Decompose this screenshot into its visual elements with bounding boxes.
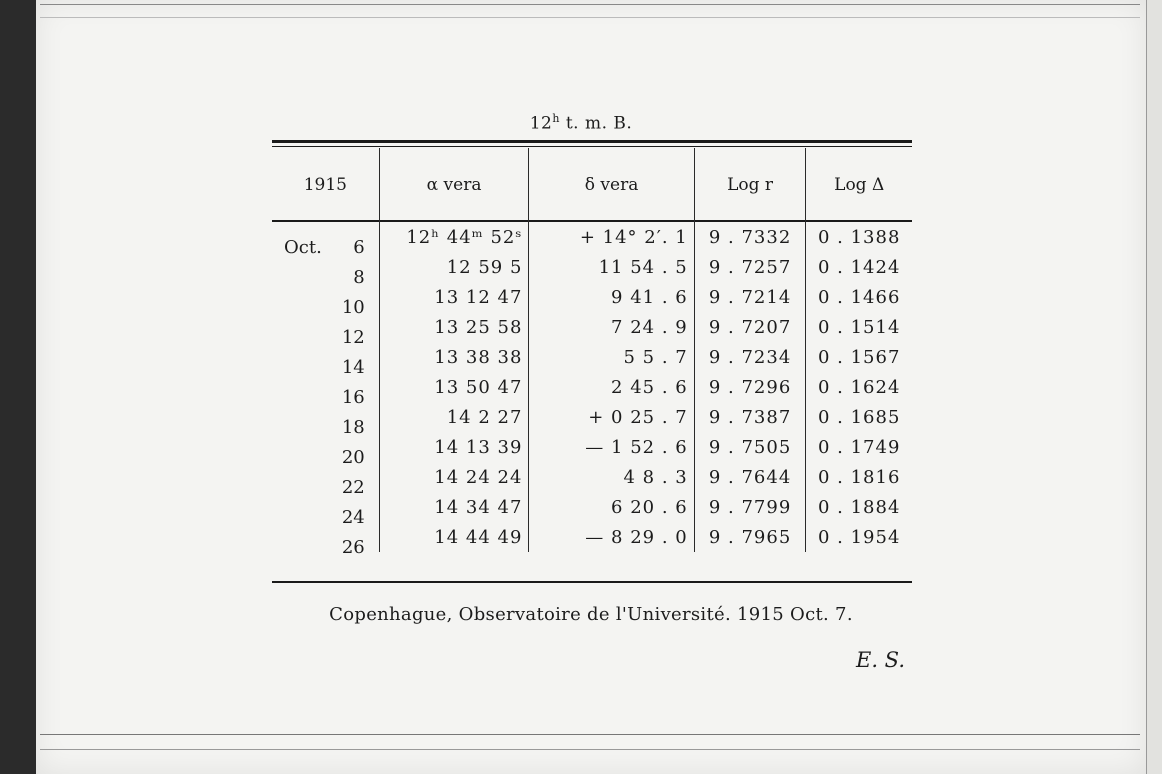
table-row <box>272 252 912 282</box>
day-label: 26 <box>341 537 365 558</box>
top-rule-thick <box>272 140 912 143</box>
log-delta-cell: 0 . 1884 <box>806 492 912 522</box>
ra-cell: 12 59 5 <box>379 252 529 282</box>
table-row <box>272 462 912 492</box>
ephemeris-table <box>272 148 912 558</box>
dec-cell: 11 54 . 5 <box>529 252 694 282</box>
dec-cell: 4 8 . 3 <box>529 462 694 492</box>
log-delta-cell: 0 . 1749 <box>806 432 912 462</box>
date-cell <box>272 342 379 378</box>
dec-cell: 5 5 . 7 <box>529 342 694 372</box>
page-bottom-edge <box>40 734 1140 750</box>
table-row <box>272 312 912 342</box>
log-delta-cell: 0 . 1567 <box>806 342 912 372</box>
top-rule-thin <box>272 146 912 147</box>
log-r-cell: 9 . 7296 <box>694 372 806 402</box>
ra-cell: 12ʰ 44ᵐ 52ˢ <box>379 222 529 252</box>
day-label: 18 <box>341 417 365 438</box>
dec-cell: 2 45 . 6 <box>529 372 694 402</box>
dec-cell: — 8 29 . 0 <box>529 522 694 552</box>
log-delta-cell: 0 . 1954 <box>806 522 912 552</box>
log-r-cell: 9 . 7257 <box>694 252 806 282</box>
date-cell <box>272 222 379 258</box>
header-log-delta: Log Δ <box>806 148 912 222</box>
dec-cell: + 0 25 . 7 <box>529 402 694 432</box>
caption-main: 12 <box>529 113 553 134</box>
ra-cell: 14 24 24 <box>379 462 529 492</box>
log-delta-cell: 0 . 1816 <box>806 462 912 492</box>
log-r-cell: 9 . 7505 <box>694 432 806 462</box>
log-r-cell: 9 . 7332 <box>694 222 806 252</box>
header-log-r: Log r <box>694 148 806 222</box>
log-delta-cell: 0 . 1388 <box>806 222 912 252</box>
table-row <box>272 222 912 252</box>
bottom-rule <box>272 581 912 583</box>
table-row <box>272 402 912 432</box>
date-cell <box>272 492 379 528</box>
dec-cell: 9 41 . 6 <box>529 282 694 312</box>
day-label: 16 <box>341 387 365 408</box>
dec-cell: + 14° 2′. 1 <box>529 222 694 252</box>
day-label: 20 <box>341 447 365 468</box>
table-body <box>272 222 912 558</box>
day-label: 10 <box>341 297 365 318</box>
table-caption <box>0 112 1162 134</box>
ra-cell: 13 25 58 <box>379 312 529 342</box>
table-row <box>272 282 912 312</box>
date-cell <box>272 402 379 438</box>
table-row <box>272 522 912 552</box>
log-r-cell: 9 . 7387 <box>694 402 806 432</box>
day-label: 14 <box>341 357 365 378</box>
log-delta-cell: 0 . 1624 <box>806 372 912 402</box>
log-delta-cell: 0 . 1466 <box>806 282 912 312</box>
date-cell <box>272 252 379 288</box>
log-r-cell: 9 . 7799 <box>694 492 806 522</box>
day-label: 6 <box>353 237 365 258</box>
header-dec: δ vera <box>529 148 694 222</box>
footer-note: Copenhague, Observatoire de l'Université. 1915 Oct. 7. <box>329 604 853 625</box>
dec-cell: 6 20 . 6 <box>529 492 694 522</box>
date-cell <box>272 372 379 408</box>
signature: E. S. <box>856 648 905 672</box>
header-year: 1915 <box>303 175 347 195</box>
day-label: 22 <box>341 477 365 498</box>
header-row <box>272 148 912 222</box>
log-r-cell: 9 . 7207 <box>694 312 806 342</box>
table-row <box>272 342 912 372</box>
date-cell <box>272 312 379 348</box>
ra-cell: 13 50 47 <box>379 372 529 402</box>
page-top-edge <box>40 4 1140 18</box>
dec-cell: — 1 52 . 6 <box>529 432 694 462</box>
date-cell <box>272 432 379 468</box>
log-r-cell: 9 . 7214 <box>694 282 806 312</box>
ra-cell: 13 12 47 <box>379 282 529 312</box>
ra-cell: 14 2 27 <box>379 402 529 432</box>
date-cell <box>272 462 379 498</box>
log-r-cell: 9 . 7965 <box>694 522 806 552</box>
log-delta-cell: 0 . 1514 <box>806 312 912 342</box>
log-r-cell: 9 . 7644 <box>694 462 806 492</box>
month-label: Oct. <box>284 237 322 258</box>
ra-cell: 14 44 49 <box>379 522 529 552</box>
table-row <box>272 432 912 462</box>
date-cell <box>272 282 379 318</box>
ra-cell: 14 34 47 <box>379 492 529 522</box>
header-ra: α vera <box>379 148 529 222</box>
day-label: 12 <box>341 327 365 348</box>
table-row <box>272 492 912 522</box>
log-delta-cell: 0 . 1424 <box>806 252 912 282</box>
ra-cell: 14 13 39 <box>379 432 529 462</box>
table-row <box>272 372 912 402</box>
caption-sup: h <box>552 112 560 125</box>
day-label: 24 <box>341 507 365 528</box>
caption-rest: t. m. B. <box>559 113 633 134</box>
day-label: 8 <box>353 267 365 288</box>
log-delta-cell: 0 . 1685 <box>806 402 912 432</box>
dec-cell: 7 24 . 9 <box>529 312 694 342</box>
ra-cell: 13 38 38 <box>379 342 529 372</box>
log-r-cell: 9 . 7234 <box>694 342 806 372</box>
date-cell <box>272 522 379 558</box>
